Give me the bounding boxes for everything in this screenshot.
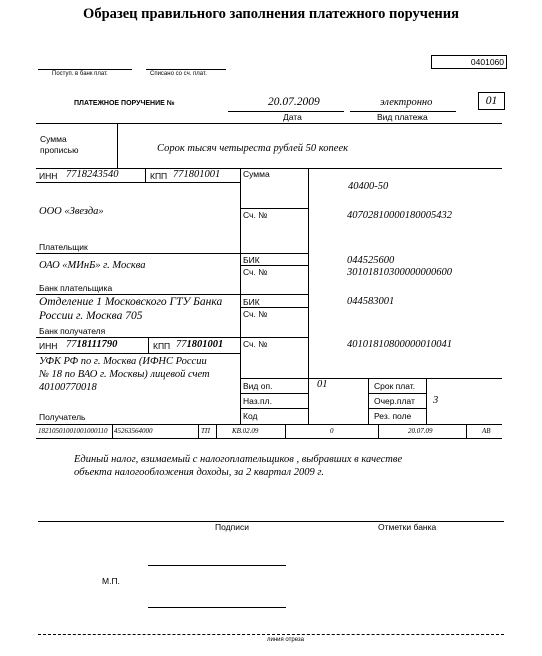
priority-value: 3 (433, 395, 439, 406)
tax-kbk: 18210501001001000110 (38, 427, 108, 435)
purpose-line2: объекта налогообложения доходы, за 2 квартал 2009 г. (74, 467, 324, 478)
rule-codes-2b (368, 408, 426, 409)
payee-account: 40101810800000010041 (347, 339, 452, 350)
rule-codes-mid (368, 378, 369, 424)
form-code: 0401060 (431, 55, 507, 69)
debited-label: Списано со сч. плат. (150, 71, 207, 77)
cut-line-label: линия отреза (267, 637, 305, 643)
debited-line (146, 69, 226, 70)
purpose-code-label: Наз.пл. (243, 396, 272, 406)
payee-inn-label: ИНН (39, 341, 58, 351)
payee-inn (66, 339, 117, 350)
rule-tax-1 (112, 424, 113, 438)
rule-codes-1b (368, 393, 426, 394)
payer-inn: 7718243540 (66, 169, 119, 180)
op-type-label: Вид оп. (243, 381, 273, 391)
rule-payer-inn-bottom (36, 182, 240, 183)
rule-codes-2 (240, 408, 308, 409)
rule-payee-inn-bottom (36, 353, 240, 354)
payer-label: Плательщик (39, 242, 88, 252)
payment-type-label: Вид платежа (377, 112, 428, 122)
stamp-label: М.П. (102, 576, 120, 586)
code-label: Код (243, 411, 258, 421)
payer-kpp: 771801001 (173, 169, 221, 180)
payee-kpp (176, 339, 223, 350)
tax-payment-type: АВ (482, 427, 491, 435)
rule-tax-top (36, 424, 502, 425)
rule-tax-2 (198, 424, 199, 438)
page-title: Образец правильного заполнения платежного поручения (83, 6, 459, 22)
payee-kpp-prefix: 77 (176, 339, 187, 350)
payer-bank-name: ОАО «МИнБ» г. Москва (39, 260, 146, 271)
order-date: 20.07.2009 (268, 96, 320, 108)
status-code-box: 01 (478, 92, 505, 110)
rule-amount-divider (117, 123, 118, 168)
rule-payee-inn-kpp (148, 337, 149, 353)
rule-bik2-bottom (240, 307, 308, 308)
rule-tax-4 (285, 424, 286, 438)
payment-type: электронно (380, 97, 433, 108)
op-type-value: 01 (317, 379, 328, 390)
tax-basis: ТП (201, 427, 210, 435)
payer-bank-label: Банк плательщика (39, 283, 113, 293)
payer-account-label: Сч. № (243, 210, 268, 220)
rule-bik1-bottom (240, 265, 308, 266)
payer-bank-account: 30101810300000000600 (347, 267, 452, 278)
signature-line-2 (148, 607, 286, 608)
received-label: Поступ. в банк плат. (52, 71, 108, 77)
payer-inn-label: ИНН (39, 171, 58, 181)
tax-doc-number: 0 (330, 427, 334, 435)
signatures-label: Подписи (215, 522, 249, 532)
payer-bank-bik-label: БИК (243, 255, 260, 265)
reserve-label: Рез. поле (374, 411, 412, 421)
payee-name-line3: 40100770018 (39, 382, 97, 393)
order-label: ПЛАТЕЖНОЕ ПОРУЧЕНИЕ № (74, 100, 175, 107)
payee-bank-name-line2: России г. Москва 705 (39, 310, 143, 322)
payee-bank-bik-label: БИК (243, 297, 260, 307)
rule-col-mid (308, 168, 309, 424)
amount-value: 40400-50 (348, 181, 389, 192)
payer-bank-bik: 044525600 (347, 255, 395, 266)
rule-col-left (240, 168, 241, 424)
payee-bank-account-label: Сч. № (243, 309, 268, 319)
payee-bank-name-clip (38, 296, 240, 326)
rule-tax-3 (216, 424, 217, 438)
payee-name-line1: УФК РФ по г. Москва (ИФНС России (39, 356, 207, 367)
payee-name-line2: № 18 по ВАО г. Москвы) лицевой счет (39, 369, 210, 380)
rule-payer-bank-bottom (36, 294, 308, 295)
amount-words-value: Сорок тысяч четыреста рублей 50 копеек (157, 143, 349, 154)
tax-okato: 45263564000 (114, 427, 153, 435)
payee-kpp-label: КПП (153, 341, 171, 351)
signature-line-1 (148, 565, 286, 566)
rule-codes-right (426, 378, 427, 424)
amount-words-label-1: Сумма (40, 134, 67, 144)
rule-amount-top (36, 123, 502, 124)
rule-tax-5 (378, 424, 379, 438)
rule-codes-top (240, 378, 502, 379)
tax-period: КВ.02.09 (232, 427, 259, 435)
payer-bank-account-label: Сч. № (243, 267, 268, 277)
payee-bank-bik: 044583001 (347, 296, 395, 307)
bank-marks-label: Отметки банка (378, 522, 437, 532)
payee-bank-label: Банк получателя (39, 326, 106, 336)
rule-payer-bottom (36, 253, 308, 254)
date-label: Дата (283, 112, 302, 122)
payer-name: ООО «Звезда» (39, 206, 104, 217)
payee-name-clip (38, 356, 240, 402)
purpose-line1: Единый налог, взимаемый с налогоплательщиков , выбравших в качестве (74, 454, 403, 465)
rule-payer-inn-kpp (145, 168, 146, 182)
payee-inn-rest: 18111790 (76, 339, 118, 350)
payee-label: Получатель (39, 412, 86, 422)
payee-kpp-rest: 1801001 (186, 339, 224, 350)
payee-bank-name-line1: Отделение 1 Московского ГТУ Банка (39, 296, 223, 308)
amount-label: Сумма (243, 169, 270, 179)
rule-codes-1 (240, 393, 308, 394)
cut-line (38, 634, 504, 635)
rule-tax-bottom (36, 438, 502, 439)
payer-account: 40702810000180005432 (347, 210, 452, 221)
payee-inn-prefix: 77 (66, 339, 77, 350)
rule-payee-bank-bottom (36, 337, 308, 338)
payee-account-label: Сч. № (243, 339, 268, 349)
priority-label: Очер.плат (374, 396, 415, 406)
rule-amount-cell-bottom (240, 208, 308, 209)
received-line (38, 69, 132, 70)
term-label: Срок плат. (374, 381, 416, 391)
tax-doc-date: 20.07.09 (408, 427, 433, 435)
payer-kpp-label: КПП (150, 171, 168, 181)
rule-tax-6 (466, 424, 467, 438)
amount-words-label-2: прописью (40, 145, 79, 155)
